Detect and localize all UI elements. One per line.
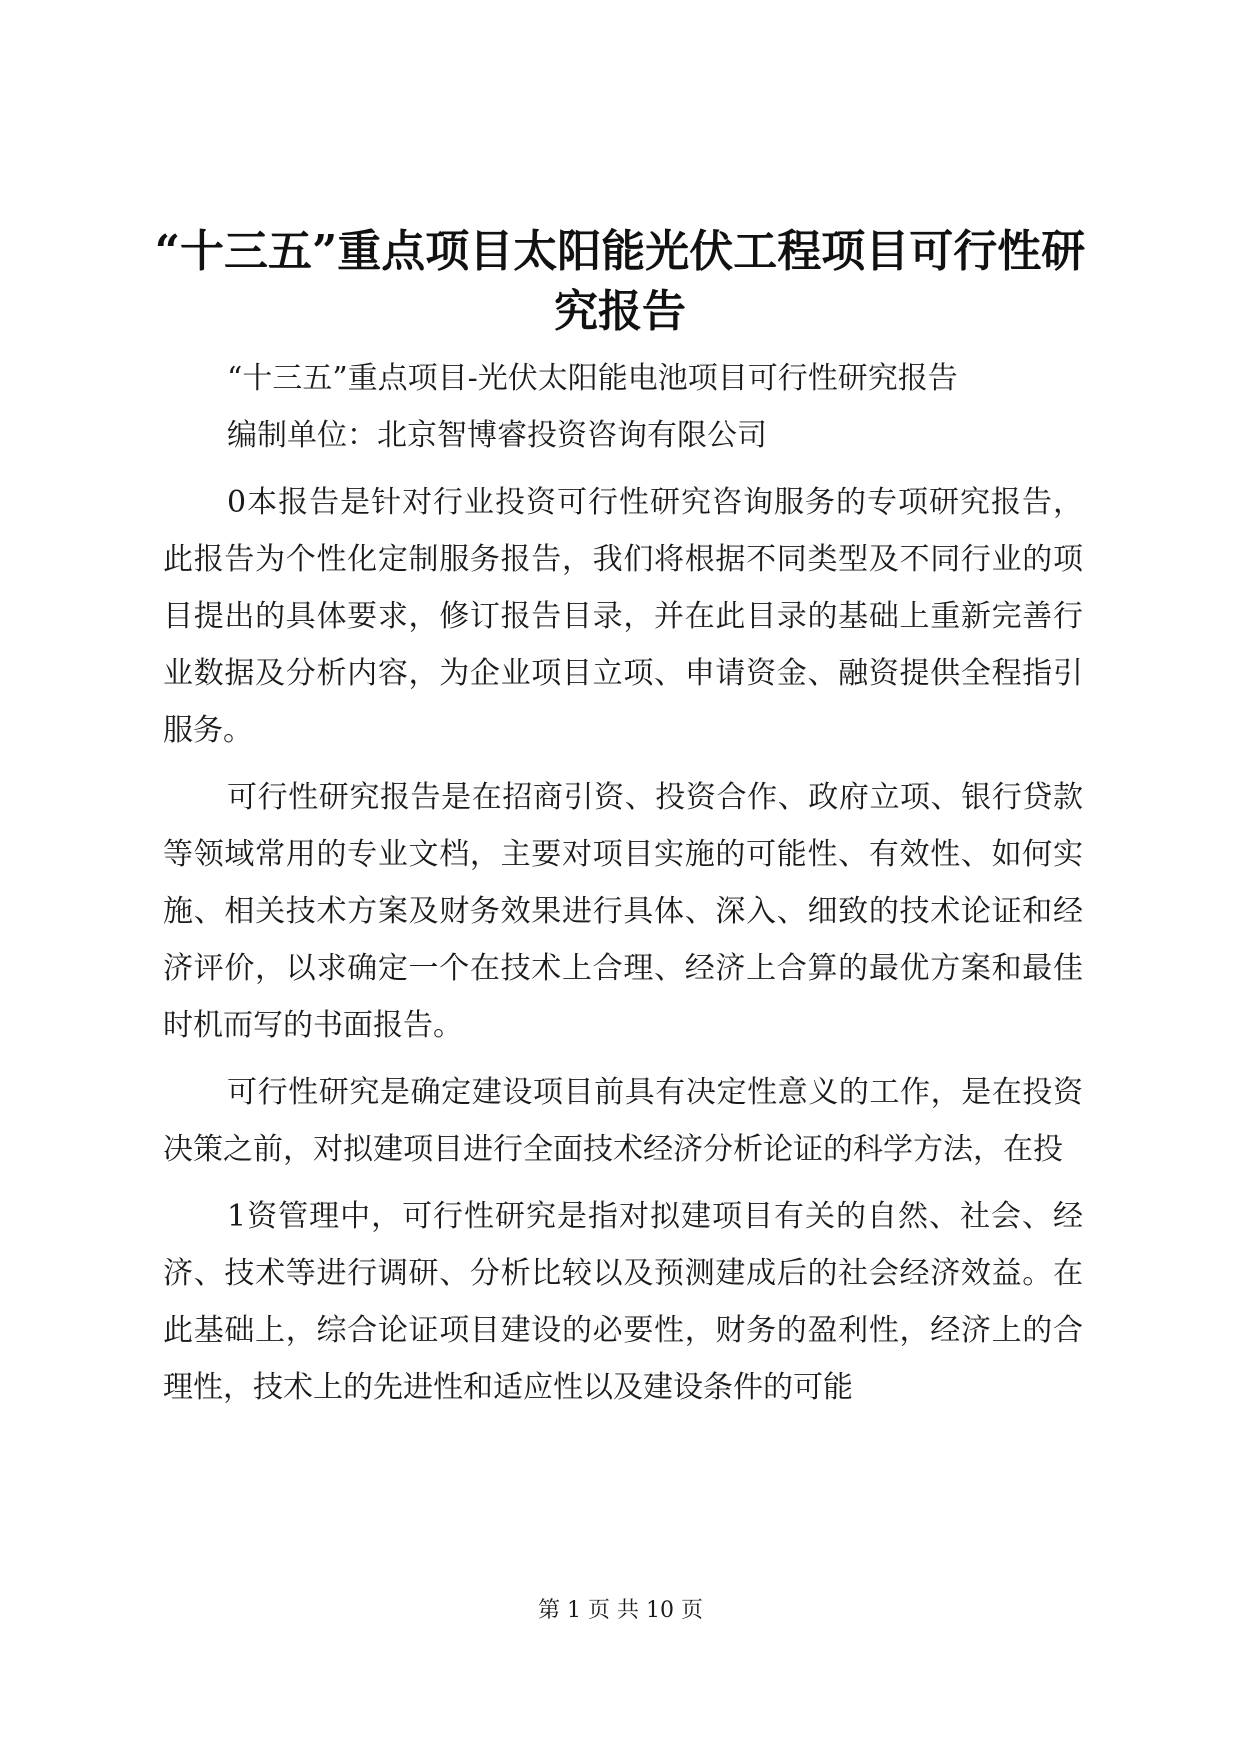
document-body bbox=[163, 350, 1083, 1416]
document-title: “十三五”重点项目太阳能光伏工程项目可行性研究报告 bbox=[154, 226, 1086, 337]
paragraph-intro: 0本报告是针对行业投资可行性研究咨询服务的专项研究报告，此报告为个性化定制服务报告，我们将根据不同类型及不同行业的项目提出的具体要求，修订报告目录，并在此目录的基础上重新完善行业数据及分析内容，为企业项目立项、申请资金、融资提供全程指引服务。 bbox=[163, 485, 1083, 748]
paragraph-investment-management: 1资管理中，可行性研究是指对拟建项目有关的自然、社会、经济、技术等进行调研、分析比较以及预测建成后的社会经济效益。在此基础上，综合论证项目建设的必要性，财务的盈利性，经济上的合理性，技术上的先进性和适应性以及建设条件的可能 bbox=[163, 1199, 1083, 1405]
paragraph-subtitle: “十三五”重点项目-光伏太阳能电池项目可行性研究报告 bbox=[227, 361, 958, 396]
paragraph-publisher: 编制单位：北京智博睿投资咨询有限公司 bbox=[227, 418, 767, 453]
paragraph-definition: 可行性研究报告是在招商引资、投资合作、政府立项、银行贷款等领域常用的专业文档，主要对项目实施的可能性、有效性、如何实施、相关技术方案及财务效果进行具体、深入、细致的技术论证和经济评价，以求确定一个在技术上合理、经济上合算的最优方案和最佳时机而写的书面报告。 bbox=[163, 780, 1083, 1043]
paragraph-importance: 可行性研究是确定建设项目前具有决定性意义的工作，是在投资决策之前，对拟建项目进行全面技术经济分析论证的科学方法，在投 bbox=[163, 1075, 1083, 1167]
page-footer: 第 1 页 共 10 页 bbox=[538, 1598, 703, 1623]
